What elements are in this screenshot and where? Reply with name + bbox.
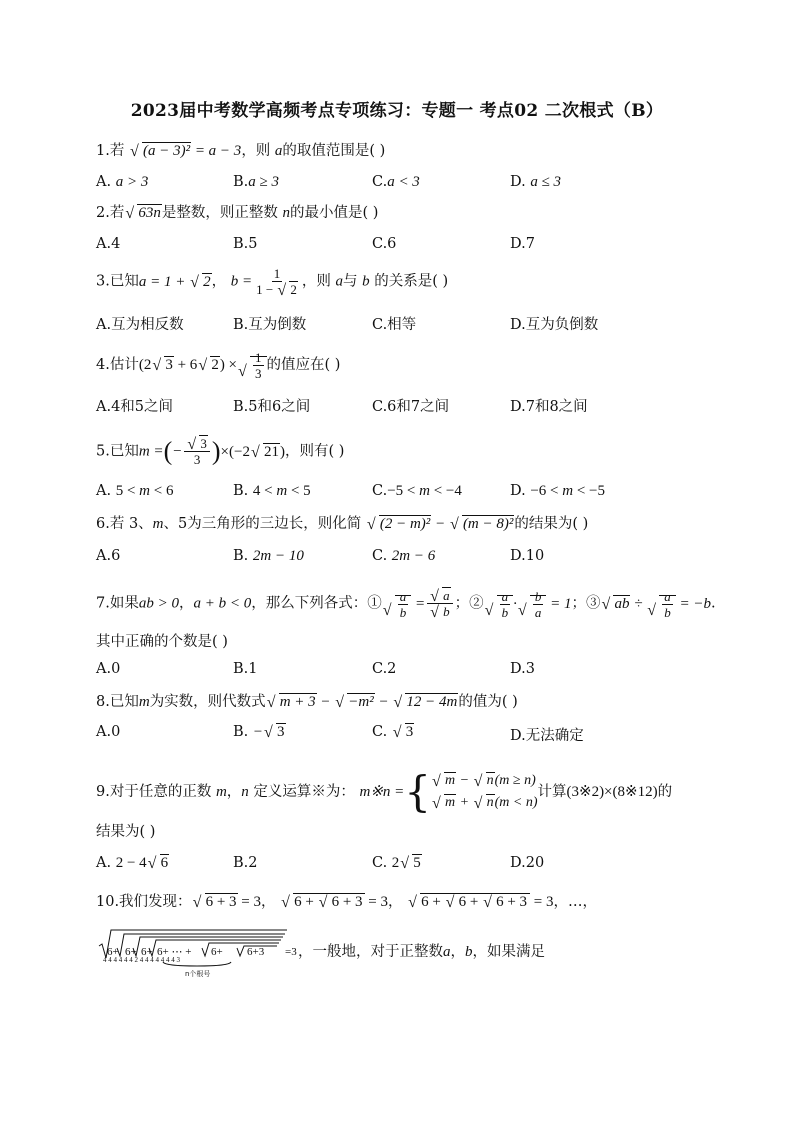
option-a[interactable]: A.6 <box>96 548 121 564</box>
option-b[interactable]: B.5和6之间 <box>233 399 311 415</box>
nested-radical-expression <box>97 928 297 978</box>
option-b[interactable]: B.a ≥ 3 <box>233 174 279 190</box>
option-b[interactable]: B.2 <box>233 855 258 871</box>
option-d[interactable]: D.互为负倒数 <box>510 317 599 333</box>
svg-text:6+3: 6+3 <box>247 946 265 958</box>
option-b[interactable]: B. 4 < m < 5 <box>233 483 311 499</box>
svg-text:6+: 6+ <box>211 946 223 958</box>
option-c[interactable]: C. 2m − 6 <box>372 548 436 564</box>
option-c[interactable]: C.−5 < m < −4 <box>372 483 462 499</box>
question-7-line2: 其中正确的个数是( ) <box>96 634 228 650</box>
underbrace-label: n个根号 <box>185 970 211 978</box>
question-1: 1.若 √ (a − 3)² = a − 3，则 a的取值范围是( ) <box>96 141 385 161</box>
option-d[interactable]: D.无法确定 <box>510 728 584 744</box>
question-7-options <box>96 661 716 681</box>
option-a[interactable]: A.4和5之间 <box>96 399 174 415</box>
option-b[interactable]: B. 2m − 10 <box>233 548 304 564</box>
option-a[interactable]: A.互为相反数 <box>96 317 184 333</box>
option-a[interactable]: A. a > 3 <box>96 174 149 190</box>
option-c[interactable]: C.6和7之间 <box>372 399 450 415</box>
question-10: 10.我们发现：√ 6 + 3 = 3， √ 6 + √ 6 + 3 = 3， √ 6 + √ 6 + √ 6 + 3 = 3，…， <box>96 892 597 912</box>
question-9-options <box>96 855 716 875</box>
question-3-options <box>96 313 716 333</box>
question-1-options <box>96 174 716 194</box>
option-d[interactable]: D.10 <box>510 548 545 564</box>
svg-text:6+ ⋯ +: 6+ ⋯ + <box>157 946 192 958</box>
option-d[interactable]: D.7 <box>510 236 535 252</box>
question-9-line2: 结果为( ) <box>96 824 156 840</box>
option-c[interactable]: C. 2√ 5 <box>372 855 422 872</box>
question-2-options <box>96 236 716 256</box>
svg-text:6+: 6+ <box>107 946 119 958</box>
option-c[interactable]: C.6 <box>372 236 397 252</box>
question-5-options <box>96 483 716 503</box>
page-title: 2023届中考数学高频考点专项练习：专题一 考点02 二次根式（B） <box>130 101 664 121</box>
option-d[interactable]: D.3 <box>510 661 535 677</box>
question-9: 9.对于任意的正数 m，n 定义运算※为： m※n ={ √ m − √ n(m ≥ n) √ m + √ n(m < n) 计算(3※2)×(8※12)的 <box>96 770 672 814</box>
option-b[interactable]: B.互为倒数 <box>233 317 307 333</box>
option-a[interactable]: A.0 <box>96 724 121 740</box>
question-4-options <box>96 395 716 415</box>
question-6-options <box>96 548 716 568</box>
option-d[interactable]: D.20 <box>510 855 545 871</box>
svg-text:6+: 6+ <box>141 946 153 958</box>
option-d[interactable]: D. a ≤ 3 <box>510 174 562 190</box>
question-8: 8.已知m为实数，则代数式√ m + 3 − √ −m² − √ 12 − 4m的值为( ) <box>96 692 518 712</box>
option-b[interactable]: B. −√ 3 <box>233 724 286 741</box>
question-10-continuation: ，一般地，对于正整数a，b，如果满足 <box>298 944 545 960</box>
option-b[interactable]: B.1 <box>233 661 258 677</box>
option-a[interactable]: A.4 <box>96 236 121 252</box>
svg-text:=3: =3 <box>285 946 297 958</box>
question-3: 3.已知a = 1 + √ 2， b = $\frac{1}{1 - √ 2}$ ，则 a与 b 的关系是( ) <box>96 266 448 297</box>
question-6: 6.若 3、m、5为三角形的三边长，则化简 √ (2 − m)² − √ (m − 8)²的结果为( ) <box>96 514 588 534</box>
question-2: 2.若√ 63n是整数，则正整数 n的最小值是( ) <box>96 203 378 223</box>
option-d[interactable]: D. −6 < m < −5 <box>510 483 606 499</box>
option-b[interactable]: B.5 <box>233 236 258 252</box>
question-4: 4.估计(2√ 3 + 6√ 2) × √ $\frac{1}{3}$ 的值应在( ) <box>96 350 340 381</box>
option-c[interactable]: C.2 <box>372 661 397 677</box>
question-5: 5.已知m =(− √ $\frac{3}{3}$ )×(−2√ 21)，则有( ) <box>96 436 344 467</box>
svg-text:4 4 4 4 4 4 2 4 4 4 4 4 4 4 3: 4 4 4 4 4 4 2 4 4 4 4 4 4 4 3 <box>103 956 180 964</box>
option-a[interactable]: A. 5 < m < 6 <box>96 483 174 499</box>
svg-text:6+: 6+ <box>125 946 137 958</box>
option-d[interactable]: D.7和8之间 <box>510 399 588 415</box>
question-7: 7.如果ab > 0，a + b < 0，那么下列各式：① √ $\frac{a}{b}$ = √ a √ b ；② √ $\frac{a}{b}$ · √ $\frac{b}{a}$ = 1；③√ ab ÷ √ $\frac{a}{b}$ = −b. <box>96 588 716 620</box>
option-c[interactable]: C. √ 3 <box>372 724 414 741</box>
option-a[interactable]: A. 2 − 4√ 6 <box>96 855 169 872</box>
question-8-options <box>96 724 716 744</box>
option-a[interactable]: A.0 <box>96 661 121 677</box>
option-c[interactable]: C.相等 <box>372 317 417 333</box>
option-c[interactable]: C.a < 3 <box>372 174 420 190</box>
